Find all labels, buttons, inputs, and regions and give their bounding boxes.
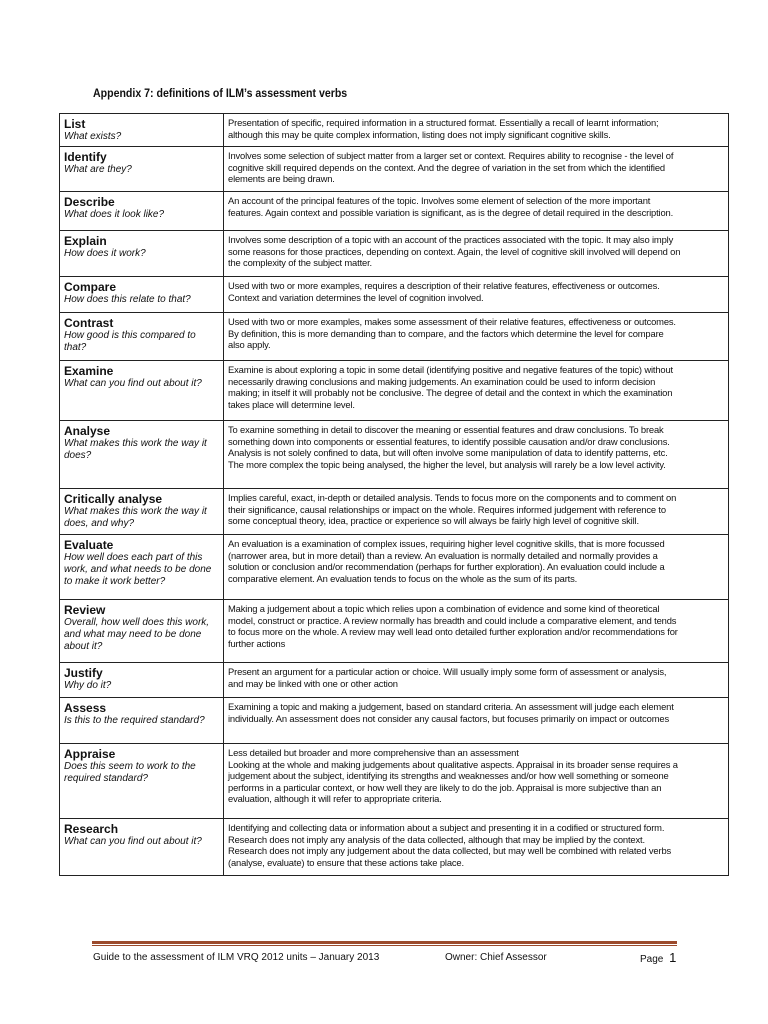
footer-rule-thick: [92, 941, 677, 944]
footer-rule-thin: [92, 945, 677, 946]
footer-guide-text: Guide to the assessment of ILM VRQ 2012 units – January 2013: [93, 952, 380, 963]
verb-question: Is this to the required standard?: [64, 715, 205, 726]
verb-definition: Making a judgement about a topic which relies upon a combination of evidence and some kind of theoretical model, construct or practice. A review normally has breadth and could include a comparative element, and tends to focus more on the whole. A review may well lead onto detailed further exploration and/or recommendations for further actions: [228, 603, 678, 649]
definition-cell: [224, 421, 729, 489]
definition-cell: [224, 535, 729, 600]
definition-cell: [224, 277, 729, 313]
verb-name: Evaluate: [64, 538, 114, 552]
verb-question: How good is this compared to that?: [64, 330, 196, 353]
verb-name: Describe: [64, 195, 115, 209]
table-row: [60, 489, 729, 535]
verb-definition: Examine is about exploring a topic in some detail (identifying positive and negative features of the topic) without necessarily drawing conclusions and making judgements. An examination could be used to inform decision making; in itself it will probably not be conclusive. The degree of detail and the context in which the examination takes place will determine level.: [228, 364, 673, 410]
table-row: [60, 192, 729, 231]
table-body: [60, 114, 729, 876]
verb-definition: Used with two or more examples, makes some assessment of their relative features, effectiveness or outcomes. By definition, this is more demanding than to compare, and the factors which determine the level for compare also apply.: [228, 316, 676, 350]
verb-cell: [60, 114, 224, 147]
table-row: [60, 147, 729, 192]
verb-cell: [60, 313, 224, 361]
verb-question: What makes this work the way it does, and why?: [64, 506, 207, 529]
verb-cell: [60, 535, 224, 600]
verb-definition: Presentation of specific, required information in a structured format. Essentially a recall of learnt information; although this may be quite complex information, listing does not imply significant cognitive skills.: [228, 117, 659, 140]
footer-owner-text: Owner: Chief Assessor: [445, 952, 547, 963]
verb-name: Identify: [64, 150, 107, 164]
verb-cell: [60, 277, 224, 313]
assessment-verbs-table: [59, 113, 729, 876]
verb-cell: [60, 192, 224, 231]
verb-definition: An evaluation is a examination of complex issues, requiring higher level cognitive skills, that is more focussed (narrower area, but in more detail) than a review. An evaluation is normally detailed and normally provides a solution or conclusion and/or recommendation (perhaps for further exploration). An evaluation could include a comparative element. An evaluation tends to focus on the whole as the sum of its parts.: [228, 538, 665, 584]
document-title: Appendix 7: definitions of ILM’s assessment verbs: [93, 88, 348, 100]
verb-cell: [60, 231, 224, 277]
verb-cell: [60, 819, 224, 876]
table-row: [60, 313, 729, 361]
verb-name: Compare: [64, 280, 117, 294]
verb-question: How does this relate to that?: [64, 294, 191, 305]
definition-cell: [224, 663, 729, 698]
verb-question: How does it work?: [64, 248, 146, 259]
verb-definition: Present an argument for a particular action or choice. Will usually imply some form of assessment or analysis, and may be linked with one or other action: [228, 666, 667, 689]
definition-cell: [224, 744, 729, 819]
verb-definition: Identifying and collecting data or information about a subject and presenting it in a codified or structured form. Research does not imply any analysis of the data collected, although that may be implied by the context. Research does not imply any judgement about the data collected, but may well be combined with related verbs (analyse, evaluate) to ensure that these actions take place.: [228, 822, 672, 868]
verb-definition: Implies careful, exact, in-depth or detailed analysis. Tends to focus more on the components and to comment on their significance, causal relationships or impact on the whole. Requires informed judgement with reference to some conceptual theory, idea, practice or experience so will always be fairly high level of cognitive skill.: [228, 492, 677, 526]
table-row: [60, 819, 729, 876]
verb-question: What makes this work the way it does?: [64, 438, 207, 461]
table-row: [60, 744, 729, 819]
table-row: [60, 231, 729, 277]
table-row: [60, 663, 729, 698]
verb-definition: An account of the principal features of the topic. Involves some element of selection of the more important features. Again context and possible variation is significant, as is the degree of detail required in the description.: [228, 195, 674, 218]
verb-question: What can you find out about it?: [64, 836, 202, 847]
table-row: [60, 361, 729, 421]
verb-cell: [60, 663, 224, 698]
definition-cell: [224, 313, 729, 361]
verb-name: Appraise: [64, 747, 116, 761]
table-row: [60, 114, 729, 147]
verb-name: Assess: [64, 701, 107, 715]
verb-name: Contrast: [64, 316, 114, 330]
verb-definition: Involves some description of a topic with an account of the practices associated with the topic. It may also imply some reasons for those practices, depending on context. Again, the level of cognitive skill involved will depend on the complexity of the subject matter.: [228, 234, 681, 268]
verb-question: What does it look like?: [64, 209, 165, 220]
table-row: [60, 277, 729, 313]
verb-definition: Less detailed but broader and more comprehensive than an assessment Looking at the whole and making judgements about qualitative aspects. Appraisal in its broader sense requires a judgement about the subject, identifying its strengths and weaknesses and/or how well something or someone performs in a particular context, or how well they are likely to do the job. Appraisal is more subjective than an evaluation, although it will refer to appropriate criteria.: [228, 747, 678, 804]
verb-cell: [60, 421, 224, 489]
definition-cell: [224, 361, 729, 421]
footer-page-label: Page: [640, 954, 664, 965]
verb-cell: [60, 489, 224, 535]
definition-cell: [224, 600, 729, 663]
verb-question: What exists?: [64, 131, 122, 142]
definition-cell: [224, 698, 729, 744]
table-row: [60, 421, 729, 489]
table-row: [60, 698, 729, 744]
table-row: [60, 535, 729, 600]
verb-definition: Involves some selection of subject matter from a larger set or context. Requires ability to recognise - the level of cognitive skill required depends on the context. And the degree of variation in the set from which the identified elements are being drawn.: [228, 150, 674, 184]
table-row: [60, 600, 729, 663]
verb-name: Analyse: [64, 424, 111, 438]
definition-cell: [224, 192, 729, 231]
verb-question: Why do it?: [64, 680, 112, 691]
definition-cell: [224, 147, 729, 192]
definition-cell: [224, 489, 729, 535]
verb-name: Explain: [64, 234, 107, 248]
verb-cell: [60, 600, 224, 663]
verb-cell: [60, 147, 224, 192]
verb-name: Research: [64, 822, 119, 836]
verb-question: How well does each part of this work, and what needs to be done to make it work better?: [64, 552, 212, 587]
verb-name: Review: [64, 603, 106, 617]
verb-name: Examine: [64, 364, 114, 378]
verb-name: Justify: [64, 666, 103, 680]
verb-question: Overall, how well does this work, and what may need to be done about it?: [64, 617, 210, 652]
verb-cell: [60, 698, 224, 744]
footer-page-number: 1: [669, 950, 677, 965]
verb-question: What are they?: [64, 164, 132, 175]
verb-name: List: [64, 117, 86, 131]
verb-definition: To examine something in detail to discover the meaning or essential features and draw conclusions. To break something down into components or essential features, to identify possible causation and/or draw conclusions. Analysis is not solely confined to data, but will often involve some manipulation of data to identify patterns, etc. The more complex the topic being analysed, the higher the level, but analysis will rarely be a low level activity.: [228, 424, 670, 470]
verb-definition: Used with two or more examples, requires a description of their relative features, effectiveness or outcomes. Context and variation determines the level of cognition involved.: [228, 280, 660, 303]
verb-question: What can you find out about it?: [64, 378, 202, 389]
definition-cell: [224, 114, 729, 147]
definition-cell: [224, 231, 729, 277]
verb-cell: [60, 361, 224, 421]
verb-question: Does this seem to work to the required standard?: [64, 761, 196, 784]
verb-definition: Examining a topic and making a judgement, based on standard criteria. An assessment will judge each element individually. An assessment does not consider any causal factors, but focuses primarily on impact or outcomes: [228, 701, 674, 724]
definition-cell: [224, 819, 729, 876]
verb-cell: [60, 744, 224, 819]
verb-name: Critically analyse: [64, 492, 163, 506]
footer-page: [640, 951, 676, 967]
